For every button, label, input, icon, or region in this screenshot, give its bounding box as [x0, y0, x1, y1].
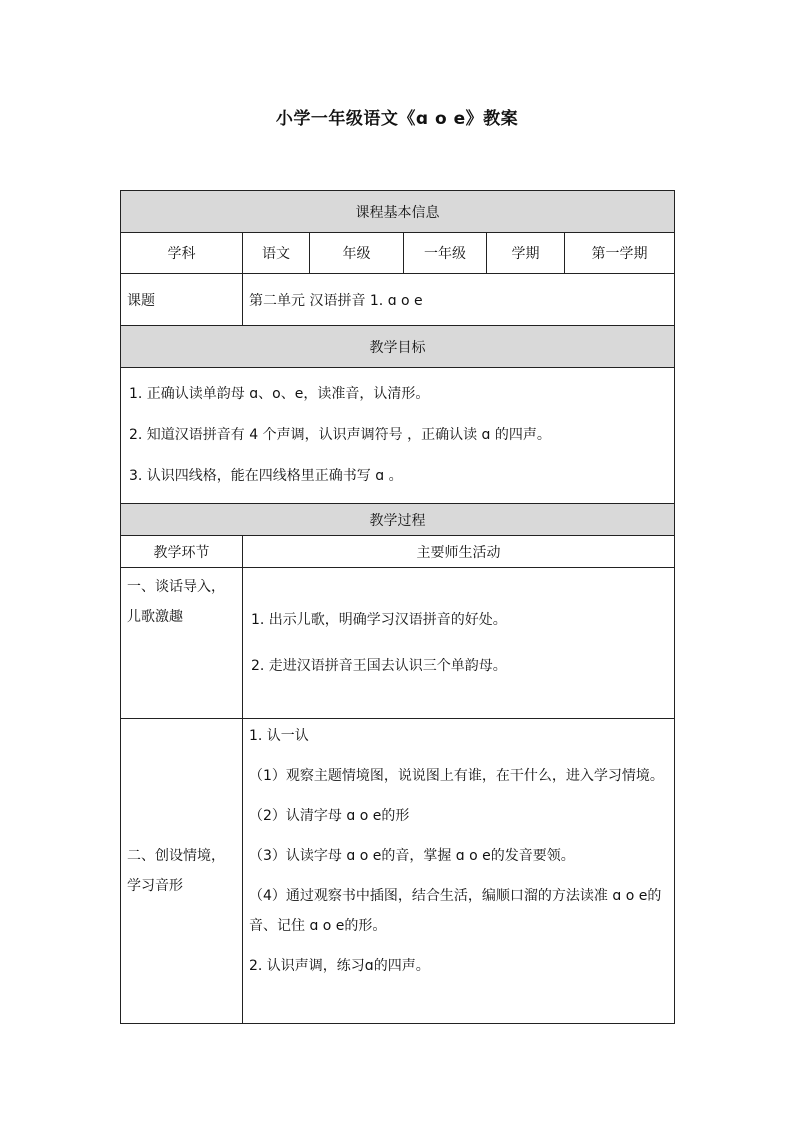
grade-label: 年级	[310, 233, 404, 274]
topic-value: 第二单元 汉语拼音 1. ɑ o e	[243, 274, 675, 326]
stage-activities	[243, 719, 675, 1024]
activity-item: （4）通过观察书中插图，结合生活，编顺口溜的方法读准 ɑ o e的音、记住 ɑ o e的形。	[249, 888, 662, 934]
activity-item: （1）观察主题情境图，说说图上有谁，在干什么，进入学习情境。	[249, 768, 664, 784]
activity-item: 2. 走进汉语拼音王国去认识三个单韵母。	[251, 658, 507, 674]
section-process: 教学过程	[121, 504, 675, 536]
section-basic-info: 课程基本信息	[121, 191, 675, 233]
term-value: 第一学期	[565, 233, 675, 274]
goals-list	[121, 368, 675, 504]
goal-item: 2. 知道汉语拼音有 4 个声调，认识声调符号 ，正确认读 ɑ 的四声。	[129, 427, 551, 443]
document-title: 小学一年级语文《ɑ o e》教案	[275, 109, 519, 129]
activity-item: 1. 出示儿歌，明确学习汉语拼音的好处。	[251, 612, 507, 628]
topic-label: 课题	[121, 274, 243, 326]
goal-item: 3. 认识四线格，能在四线格里正确书写 ɑ 。	[129, 468, 403, 484]
stage-activities	[243, 568, 675, 719]
activity-item: 2. 认识声调，练习ɑ的四声。	[249, 958, 430, 974]
lesson-plan-table	[120, 190, 675, 1024]
subject-value: 语文	[243, 233, 310, 274]
process-header-activity: 主要师生活动	[243, 536, 675, 568]
activity-item: 1. 认一认	[249, 728, 309, 744]
stage-label: 一、谈话导入，儿歌激趣	[121, 568, 243, 719]
process-header-stage: 教学环节	[121, 536, 243, 568]
activity-item: （3）认读字母 ɑ o e的音，掌握 ɑ o e的发音要领。	[249, 848, 575, 864]
section-goals: 教学目标	[121, 326, 675, 368]
grade-value: 一年级	[404, 233, 487, 274]
activity-item: （2）认清字母 ɑ o e的形	[249, 808, 410, 824]
goal-item: 1. 正确认读单韵母 ɑ、o、e，读准音，认清形。	[129, 386, 430, 402]
subject-label: 学科	[121, 233, 243, 274]
stage-label: 二、创设情境，学习音形	[121, 719, 243, 1024]
term-label: 学期	[487, 233, 565, 274]
